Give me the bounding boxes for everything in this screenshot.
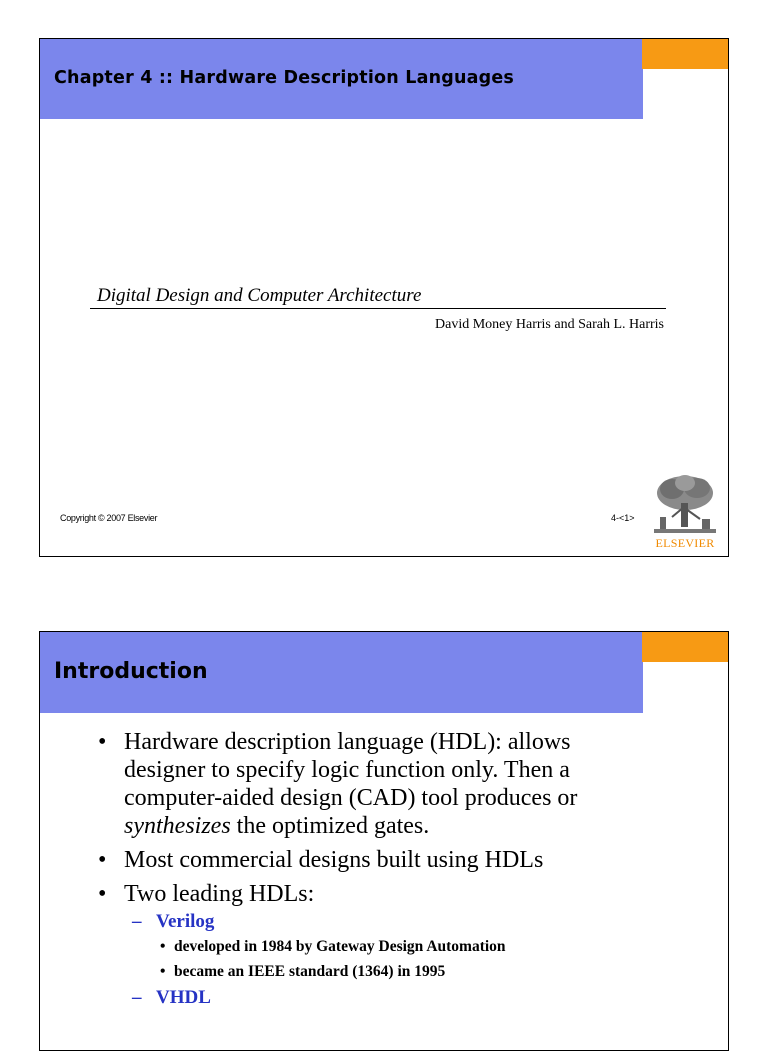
tree-icon xyxy=(652,473,718,537)
detail-item: • developed in 1984 by Gateway Design Automation xyxy=(40,934,728,959)
bullet-text: Most commercial designs built using HDLs xyxy=(124,847,544,873)
title-slide xyxy=(39,38,729,557)
elsevier-wordmark: ELSEVIER xyxy=(655,536,715,550)
hdl-name: Verilog xyxy=(156,911,215,932)
authors: David Money Harris and Sarah L. Harris xyxy=(435,317,664,332)
chapter-title: Chapter 4 :: Hardware Description Languages xyxy=(54,68,515,88)
bullet-item xyxy=(40,846,644,874)
book-title: Digital Design and Computer Architecture xyxy=(97,285,422,306)
hdl-name: VHDL xyxy=(156,987,211,1008)
accent-tab xyxy=(642,39,728,69)
hdl-item-vhdl xyxy=(40,986,728,1010)
bullet-item xyxy=(40,728,644,840)
copyright: Copyright © 2007 Elsevier xyxy=(60,513,158,523)
bullet-text: Hardware description language (HDL): allows designer to specify logic function only. Then a computer-aided design (CAD) tool produces or xyxy=(124,729,578,811)
hdl-list xyxy=(40,910,728,1010)
header-bar xyxy=(40,39,643,119)
bullet-text-tail: the optimized gates. xyxy=(230,813,430,839)
page-number: 4-<1> xyxy=(611,513,635,523)
elsevier-logo xyxy=(652,473,718,551)
hdl-item-verilog xyxy=(40,910,728,934)
title-rule xyxy=(90,308,666,309)
verilog-details xyxy=(40,934,728,984)
bullet-item xyxy=(40,880,644,908)
bullet-list xyxy=(40,728,728,1010)
slide-title: Introduction xyxy=(54,659,208,684)
detail-item: • became an IEEE standard (1364) in 1995 xyxy=(40,959,728,984)
emphasis-text: synthesizes xyxy=(124,813,231,839)
accent-tab xyxy=(642,632,728,662)
bullet-text: Two leading HDLs: xyxy=(124,881,315,907)
introduction-slide xyxy=(39,631,729,1051)
header-bar xyxy=(40,632,643,713)
